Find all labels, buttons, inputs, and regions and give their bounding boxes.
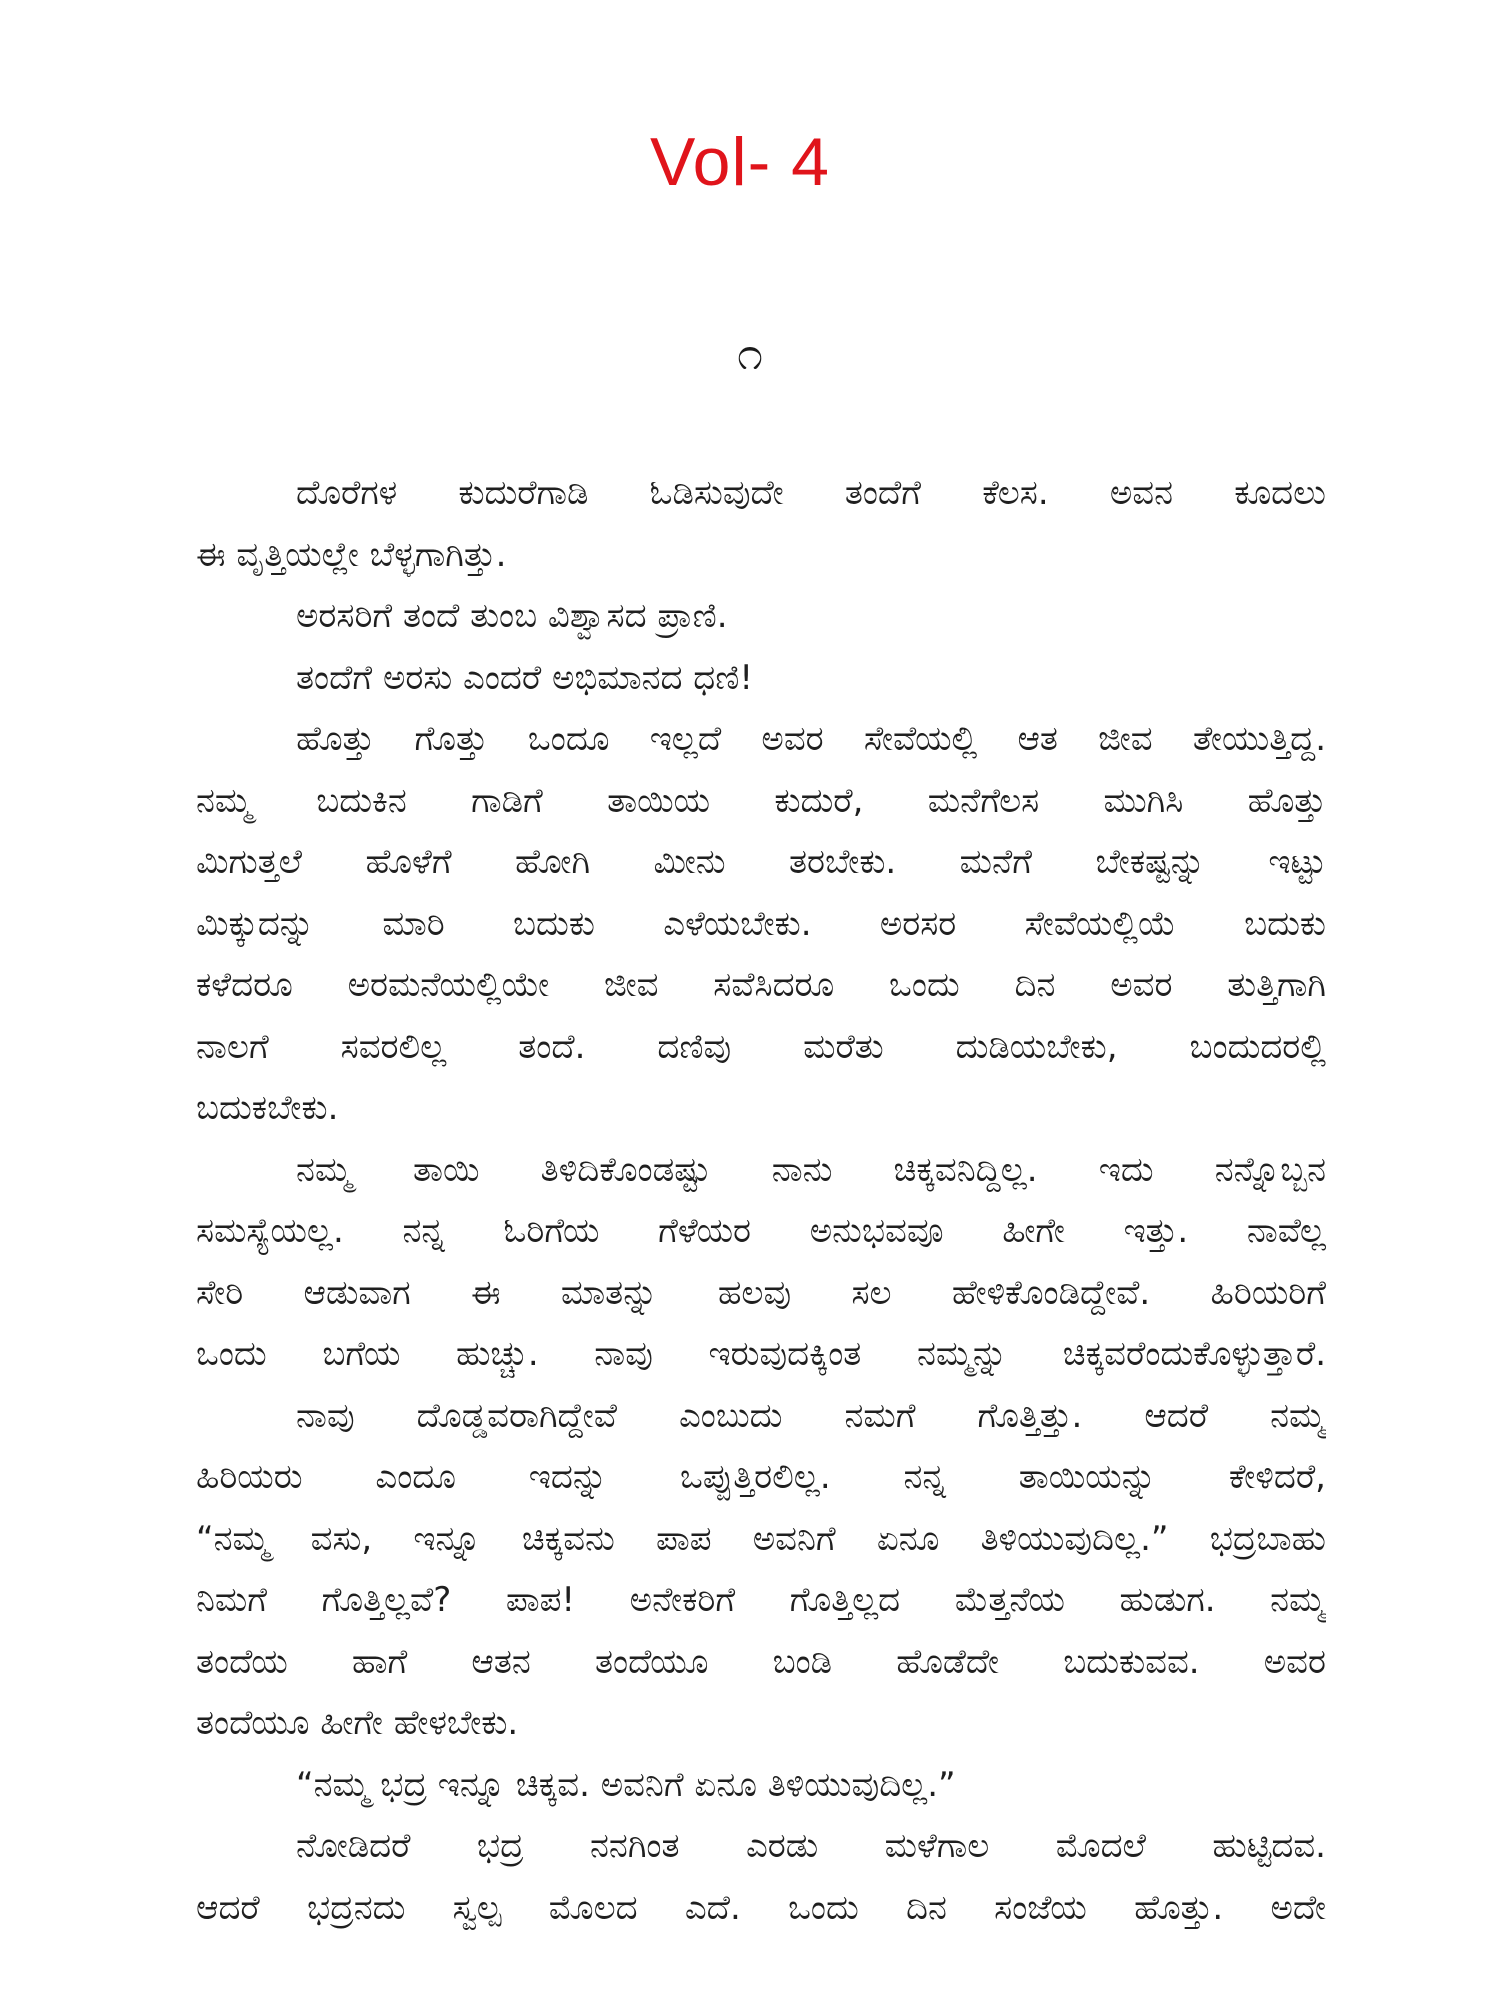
volume-label: Vol- 4 [650, 124, 830, 200]
body-text [196, 463, 1326, 1939]
text-line: ನಾಲಗೆ ಸವರಲಿಲ್ಲ ತಂದೆ. ದಣಿವು ಮರೆತು ದುಡಿಯಬೇಕು, ಬಂದುದರಲ್ಲಿ [196, 1026, 1326, 1067]
text-line: ಈ ವೃತ್ತಿಯಲ್ಲೇ ಬೆಳ್ಳಗಾಗಿತ್ತು. [196, 534, 507, 575]
text-line: ಅರಸರಿಗೆ ತಂದೆ ತುಂಬ ವಿಶ್ವಾಸದ ಪ್ರಾಣಿ. [296, 596, 728, 636]
text-line: ತಂದೆಯೂ ಹೀಗೇ ಹೇಳಬೇಕು. [196, 1703, 519, 1743]
text-line: ನೋಡಿದರೆ ಭದ್ರ ನನಗಿಂತ ಎರಡು ಮಳೆಗಾಲ ಮೊದಲೆ ಹುಟ್ಟಿದವ. [296, 1826, 1326, 1866]
text-line: ನಮ್ಮ ತಾಯಿ ತಿಳಿದಿಕೊಂಡಷ್ಟು ನಾನು ಚಿಕ್ಕವನಿದ್ದಿಲ್ಲ. ಇದು ನನ್ನೊಬ್ಬನ [296, 1149, 1326, 1190]
text-line: ತಂದೆಯ ಹಾಗೆ ಆತನ ತಂದೆಯೂ ಬಂಡಿ ಹೊಡೆದೇ ಬದುಕುವವ. ಅವರ [196, 1641, 1326, 1682]
text-line: ಬದುಕಬೇಕು. [196, 1088, 339, 1128]
text-line: ಒಂದು ಬಗೆಯ ಹುಚ್ಚು. ನಾವು ಇರುವುದಕ್ಕಿಂತ ನಮ್ಮನ್ನು ಚಿಕ್ಕವರೆಂದುಕೊಳ್ಳುತ್ತಾರೆ. [196, 1334, 1326, 1374]
text-line: ಹೊತ್ತು ಗೊತ್ತು ಒಂದೂ ಇಲ್ಲದೆ ಅವರ ಸೇವೆಯಲ್ಲಿ ಆತ ಜೀವ ತೇಯುತ್ತಿದ್ದ. [296, 719, 1326, 759]
text-line: ಮಿಗುತ್ತಲೆ ಹೊಳೆಗೆ ಹೋಗಿ ಮೀನು ತರಬೇಕು. ಮನೆಗೆ ಬೇಕಷ್ಟನ್ನು ಇಟ್ಟು [196, 842, 1326, 882]
text-line: ಸಮಸ್ಯೆಯಲ್ಲ. ನನ್ನ ಓರಿಗೆಯ ಗೆಳೆಯರ ಅನುಭವವೂ ಹೀಗೇ ಇತ್ತು. ನಾವೆಲ್ಲ [196, 1211, 1326, 1251]
text-line: ನಿಮಗೆ ಗೊತ್ತಿಲ್ಲವೆ? ಪಾಪ! ಅನೇಕರಿಗೆ ಗೊತ್ತಿಲ್ಲದ ಮೆತ್ತನೆಯ ಹುಡುಗ. ನಮ್ಮ [196, 1580, 1326, 1620]
text-line: ತಂದೆಗೆ ಅರಸು ಎಂದರೆ ಅಭಿಮಾನದ ಧಣಿ! [296, 657, 753, 698]
text-line: ನಾವು ದೊಡ್ಡವರಾಗಿದ್ದೇವೆ ಎಂಬುದು ನಮಗೆ ಗೊತ್ತಿತ್ತು. ಆದರೆ ನಮ್ಮ [296, 1395, 1326, 1436]
chapter-number: ೧ [737, 326, 763, 380]
text-line: ನಮ್ಮ ಬದುಕಿನ ಗಾಡಿಗೆ ತಾಯಿಯ ಕುದುರೆ, ಮನೆಗೆಲಸ ಮುಗಿಸಿ ಹೊತ್ತು [196, 780, 1326, 821]
text-line: ಕಳೆದರೂ ಅರಮನೆಯಲ್ಲಿಯೇ ಜೀವ ಸವೆಸಿದರೂ ಒಂದು ದಿನ ಅವರ ತುತ್ತಿಗಾಗಿ [196, 965, 1326, 1005]
text-line: ದೊರೆಗಳ ಕುದುರೆಗಾಡಿ ಓಡಿಸುವುದೇ ತಂದೆಗೆ ಕೆಲಸ. ಅವನ ಕೂದಲು [296, 473, 1326, 513]
text-line: ಸೇರಿ ಆಡುವಾಗ ಈ ಮಾತನ್ನು ಹಲವು ಸಲ ಹೇಳಿಕೊಂಡಿದ್ದೇವೆ. ಹಿರಿಯರಿಗೆ [196, 1272, 1326, 1313]
text-line: “ನಮ್ಮ ವಸು, ಇನ್ನೂ ಚಿಕ್ಕವನು ಪಾಪ ಅವನಿಗೆ ಏನೂ ತಿಳಿಯುವುದಿಲ್ಲ.” ಭದ್ರಬಾಹು [196, 1518, 1326, 1559]
text-line: ಹಿರಿಯರು ಎಂದೂ ಇದನ್ನು ಒಪ್ಪುತ್ತಿರಲಿಲ್ಲ. ನನ್ನ ತಾಯಿಯನ್ನು ಕೇಳಿದರೆ, [196, 1457, 1326, 1497]
text-line: ಆದರೆ ಭದ್ರನದು ಸ್ವಲ್ಪ ಮೊಲದ ಎದೆ. ಒಂದು ದಿನ ಸಂಜೆಯ ಹೊತ್ತು. ಅದೇ [196, 1887, 1326, 1928]
text-line: ಮಿಕ್ಕುದನ್ನು ಮಾರಿ ಬದುಕು ಎಳೆಯಬೇಕು. ಅರಸರ ಸೇವೆಯಲ್ಲಿಯೆ ಬದುಕು [196, 903, 1326, 944]
text-line: “ನಮ್ಮ ಭದ್ರ ಇನ್ನೂ ಚಿಕ್ಕವ. ಅವನಿಗೆ ಏನೂ ತಿಳಿಯುವುದಿಲ್ಲ.” [296, 1764, 956, 1805]
